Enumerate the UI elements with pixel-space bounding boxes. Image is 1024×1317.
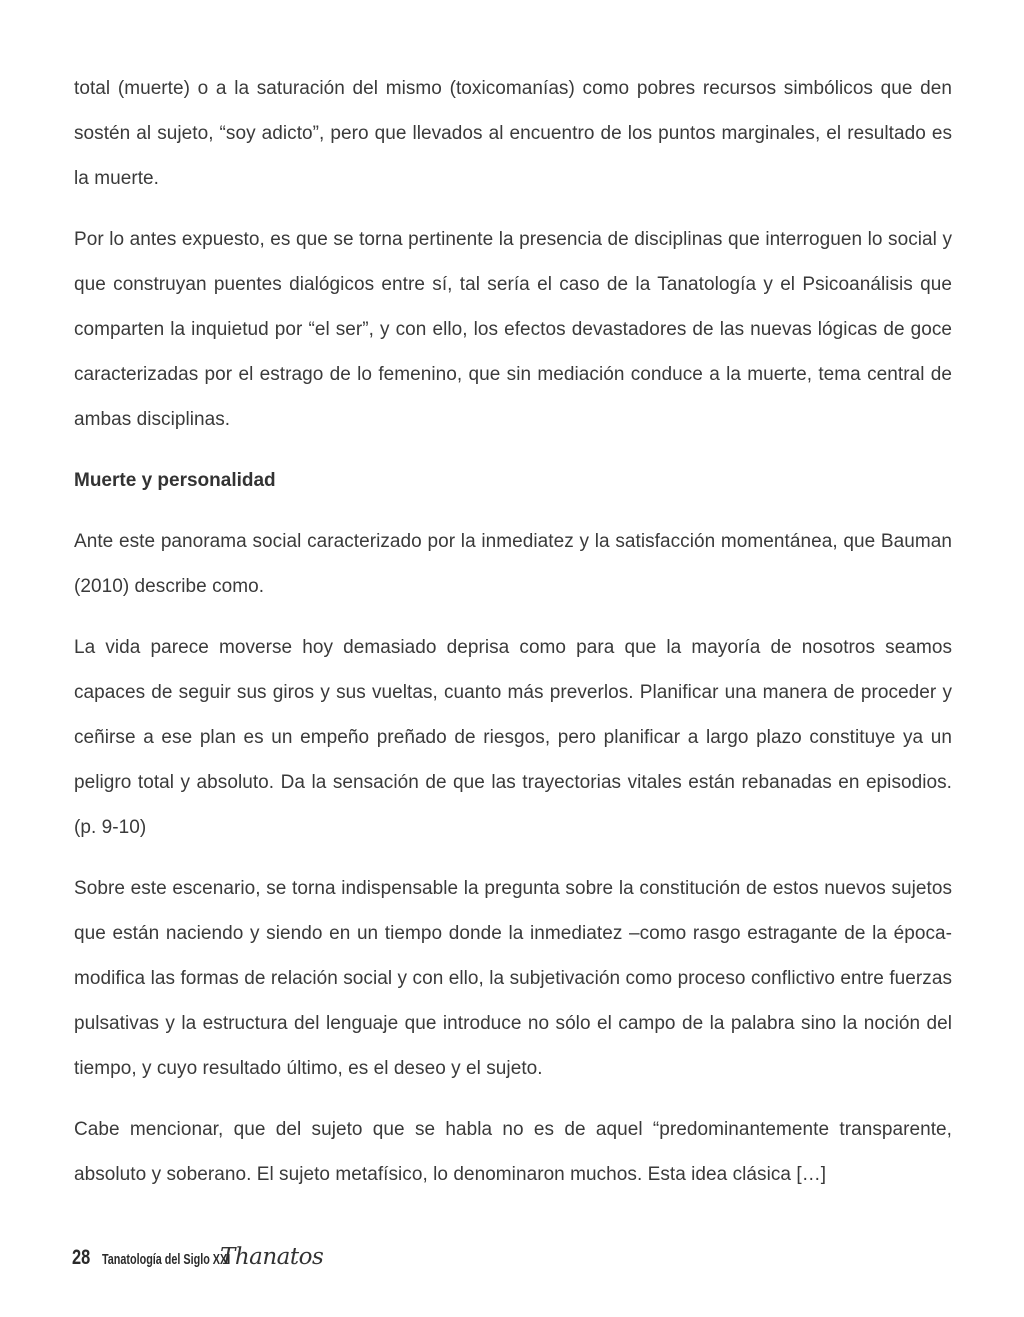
page-number: 28 [72,1246,91,1269]
section-paragraph-1: Ante este panorama social caracterizado por la inmediatez y la satisfacción momentánea, que Bauman (2010) describe como. [74,531,952,597]
page-content [74,66,952,1213]
section-heading: Muerte y personalidad [74,470,276,491]
body-paragraph-2: Por lo antes expuesto, es que se torna pertinente la presencia de disciplinas que interroguen lo social y que construyan puentes dialógicos entre sí, tal sería el caso de la Tanatología y el Psicoanálisis que comparten la inquietud por “el ser”, y con ello, los efectos devastadores de las nuevas lógicas de goce caracterizadas por el estrago de lo femenino, que sin mediación conduce a la muerte, tema central de ambas disciplinas. [74,229,952,430]
block-quote: La vida parece moverse hoy demasiado deprisa como para que la mayoría de nosotros seamos capaces de seguir sus giros y sus vueltas, cuanto más preverlos. Planificar una manera de proceder y ceñirse a ese plan es un empeño preñado de riesgos, pero planificar a largo plazo constituye ya un peligro total y absoluto. Da la sensación de que las trayectorias vitales están rebanadas en episodios. (p. 9-10) [74,637,952,838]
journal-name: Tanatología del Siglo XXI [102,1251,231,1268]
section-paragraph-2: Sobre este escenario, se torna indispensable la pregunta sobre la constitución de estos nuevos sujetos que están naciendo y siendo en un tiempo donde la inmediatez –como rasgo estragante de la época- modifica las formas de relación social y con ello, la subjetivación como proceso conflictivo entre fuerzas pulsativas y la estructura del lenguaje que introduce no sólo el campo de la palabra sino la noción del tiempo, y cuyo resultado último, es el deseo y el sujeto. [74,878,952,1079]
thanatos-logo: Thanatos [220,1244,324,1270]
body-paragraph-1: total (muerte) o a la saturación del mismo (toxicomanías) como pobres recursos simbólicos que den sostén al sujeto, “soy adicto”, pero que llevados al encuentro de los puntos marginales, el resultado es la muerte. [74,78,952,189]
section-paragraph-3: Cabe mencionar, que del sujeto que se habla no es de aquel “predominantemente transparente, absoluto y soberano. El sujeto metafísico, lo denominaron muchos. Esta idea clásica […] [74,1119,952,1185]
page-footer [72,1244,323,1280]
